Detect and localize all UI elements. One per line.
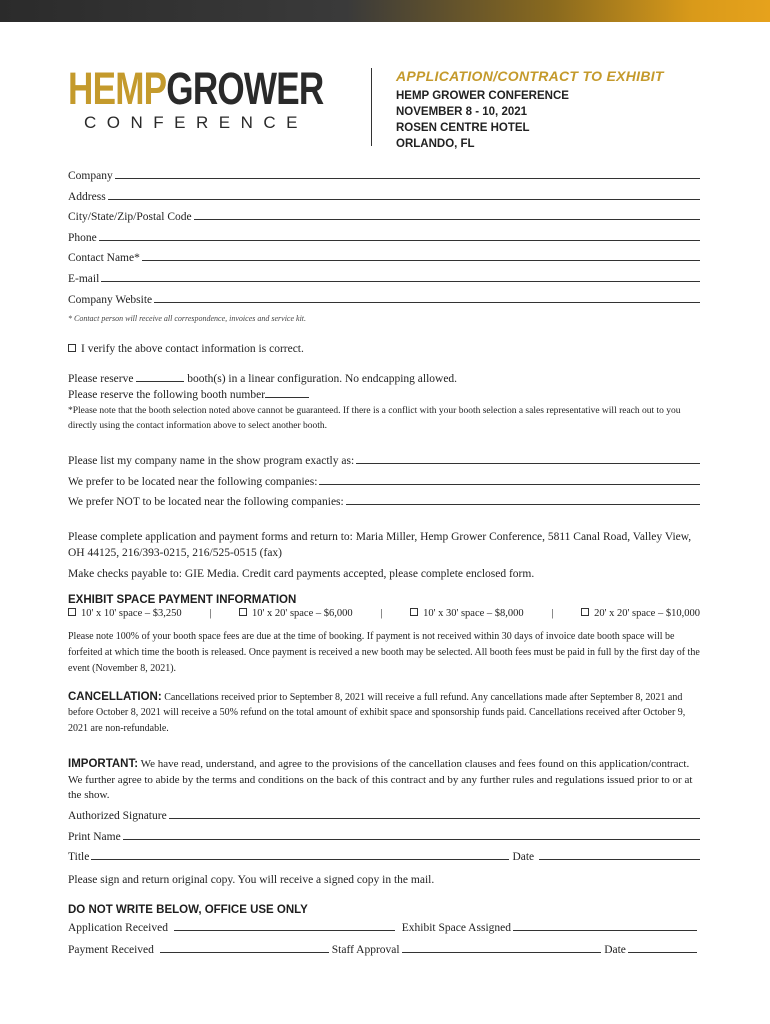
booth-reserve-prefix: Please reserve — [68, 373, 134, 386]
contact-name-field[interactable] — [68, 250, 700, 271]
date-label: Date — [512, 851, 535, 864]
option-10x30[interactable] — [410, 608, 524, 619]
email-label: E-mail — [68, 272, 100, 285]
phone-blank[interactable] — [99, 230, 700, 241]
program-name-blank[interactable] — [356, 453, 700, 464]
near-companies-blank[interactable] — [319, 474, 700, 485]
signature-section — [68, 808, 700, 888]
header-gradient-bar — [0, 0, 770, 22]
office-section — [68, 920, 700, 962]
office-row-1 — [68, 920, 700, 940]
authorized-signature-field[interactable] — [68, 808, 700, 829]
option-10x20-checkbox[interactable] — [239, 608, 247, 616]
staff-approval-label: Staff Approval — [331, 943, 400, 956]
address-field[interactable] — [68, 189, 700, 210]
exhibit-space-blank[interactable] — [513, 920, 697, 931]
contact-name-label: Contact Name* — [68, 252, 140, 265]
checks-info: Make checks payable to: GIE Media. Credit card payments accepted, please complete enclosed form. — [68, 567, 535, 580]
city-field[interactable] — [68, 209, 700, 230]
application-received-label: Application Received — [68, 921, 168, 934]
booth-number-line — [68, 387, 700, 403]
phone-field[interactable] — [68, 230, 700, 251]
authorized-signature-label: Authorized Signature — [68, 809, 167, 822]
hemp-grower-logo — [68, 63, 324, 133]
booth-reserve-line — [68, 371, 700, 387]
print-name-field[interactable] — [68, 829, 700, 850]
option-10x30-checkbox[interactable] — [410, 608, 418, 616]
payment-options — [68, 608, 700, 619]
program-name-field[interactable] — [68, 453, 700, 474]
email-blank[interactable] — [101, 271, 700, 282]
payment-received-blank[interactable] — [160, 942, 329, 953]
phone-label: Phone — [68, 231, 97, 244]
preferences-section — [68, 453, 700, 515]
near-companies-field[interactable] — [68, 474, 700, 495]
verify-row[interactable] — [68, 341, 700, 357]
option-separator: | — [209, 607, 212, 619]
cancellation-label: CANCELLATION: — [68, 690, 162, 703]
event-city: ORLANDO, FL — [396, 138, 475, 150]
return-info: Please complete application and payment forms and return to: Maria Miller, Hemp Grower Conference, 5811 Canal Road, Valley View, OH 44125, 216/393-0215, 216/525-0515 (fax) — [68, 530, 692, 559]
address-blank[interactable] — [108, 189, 700, 200]
address-label: Address — [68, 190, 106, 203]
important-text: We have read, understand, and agree to the provisions of the cancellation clauses and fees found on this application/contract. We further agree to abide by the terms and conditions on the back of this contract and by any further rules and regulations issued prior to or at the show. — [68, 758, 693, 802]
near-companies-label: We prefer to be located near the following companies: — [68, 475, 318, 488]
option-20x20-label: 20' x 20' space – $10,000 — [594, 607, 700, 619]
option-10x10-label: 10' x 10' space – $3,250 — [81, 607, 182, 619]
event-venue: ROSEN CENTRE HOTEL — [396, 122, 530, 134]
application-received-blank[interactable] — [174, 920, 395, 931]
form-title: APPLICATION/CONTRACT TO EXHIBIT — [396, 68, 664, 84]
booth-note: *Please note that the booth selection noted above cannot be guaranteed. If there is a conflict with your booth selection a sales representative will reach out to you directly using the contact information above to select another booth. — [68, 406, 681, 431]
date-blank[interactable] — [539, 849, 700, 860]
email-field[interactable] — [68, 271, 700, 292]
cancellation-text: Cancellations received prior to September 8, 2021 will receive a full refund. Any cancellations made after September 8, 2021 and before October 8, 2021 will receive a 50% refund on the total amount of exhibit space and sponsorship funds paid. Cancellations received after October 9, 2021 are non-refundable. — [68, 691, 686, 734]
not-near-companies-field[interactable] — [68, 494, 700, 515]
option-10x30-label: 10' x 30' space – $8,000 — [423, 607, 524, 619]
option-10x10[interactable] — [68, 608, 182, 619]
event-dates: NOVEMBER 8 - 10, 2021 — [396, 106, 528, 118]
option-10x10-checkbox[interactable] — [68, 608, 76, 616]
logo-hemp-word: HEMP — [68, 63, 167, 114]
contact-section — [68, 168, 700, 323]
print-name-blank[interactable] — [123, 829, 700, 840]
option-20x20[interactable] — [581, 608, 700, 619]
not-near-companies-label: We prefer NOT to be located near the following companies: — [68, 496, 344, 509]
option-20x20-checkbox[interactable] — [581, 608, 589, 616]
option-separator: | — [380, 607, 383, 619]
staff-approval-blank[interactable] — [402, 942, 602, 953]
city-blank[interactable] — [194, 209, 700, 220]
payment-received-label: Payment Received — [68, 943, 154, 956]
form-body — [68, 168, 700, 962]
city-label: City/State/Zip/Postal Code — [68, 211, 192, 224]
option-10x20-label: 10' x 20' space – $6,000 — [252, 607, 353, 619]
event-info — [396, 68, 664, 152]
booth-number-label: Please reserve the following booth number — [68, 389, 266, 402]
office-heading: DO NOT WRITE BELOW, OFFICE USE ONLY — [68, 903, 308, 916]
office-date-label: Date — [604, 943, 626, 956]
booth-count-blank[interactable] — [136, 372, 184, 382]
verify-label: I verify the above contact information is correct. — [81, 343, 304, 356]
program-name-label: Please list my company name in the show program exactly as: — [68, 455, 355, 468]
contact-note: * Contact person will receive all correspondence, invoices and service kit. — [68, 314, 307, 324]
header-divider — [371, 68, 372, 146]
exhibit-space-label: Exhibit Space Assigned — [401, 921, 511, 934]
title-date-row — [68, 849, 700, 870]
cancellation-section — [68, 690, 700, 737]
website-blank[interactable] — [154, 292, 700, 303]
website-field[interactable] — [68, 292, 700, 313]
print-name-label: Print Name — [68, 830, 121, 843]
option-separator: | — [551, 607, 554, 619]
option-10x20[interactable] — [239, 608, 353, 619]
contact-name-blank[interactable] — [142, 250, 700, 261]
payment-note: Please note 100% of your booth space fees are due at the time of booking. If payment is not received within 30 days of invoice date booth space will be forfeited at which time the booth is released. Once payment is received a new booth may be selected. All booth fees must be paid in full by the first day of the event (November 8, 2021). — [68, 630, 700, 674]
verify-checkbox[interactable] — [68, 344, 76, 352]
company-field[interactable] — [68, 168, 700, 189]
booth-reserve-suffix: booth(s) in a linear configuration. No endcapping allowed. — [187, 373, 458, 386]
sign-instructions: Please sign and return original copy. You will receive a signed copy in the mail. — [68, 873, 435, 886]
office-date-blank[interactable] — [628, 942, 697, 953]
company-blank[interactable] — [115, 168, 700, 179]
website-label: Company Website — [68, 293, 153, 306]
title-blank[interactable] — [91, 849, 509, 860]
title-label: Title — [68, 851, 90, 864]
booth-number-blank[interactable] — [265, 388, 309, 398]
company-label: Company — [68, 170, 113, 182]
logo-grower-word: GROWER — [166, 63, 324, 114]
authorized-signature-blank[interactable] — [169, 808, 700, 819]
logo-conference-word: CONFERENCE — [84, 113, 309, 132]
important-label: IMPORTANT: — [68, 758, 139, 771]
event-name: HEMP GROWER CONFERENCE — [396, 90, 569, 102]
office-row-2 — [68, 942, 700, 962]
not-near-companies-blank[interactable] — [346, 494, 700, 505]
payment-heading: EXHIBIT SPACE PAYMENT INFORMATION — [68, 593, 297, 606]
important-section — [68, 757, 700, 804]
